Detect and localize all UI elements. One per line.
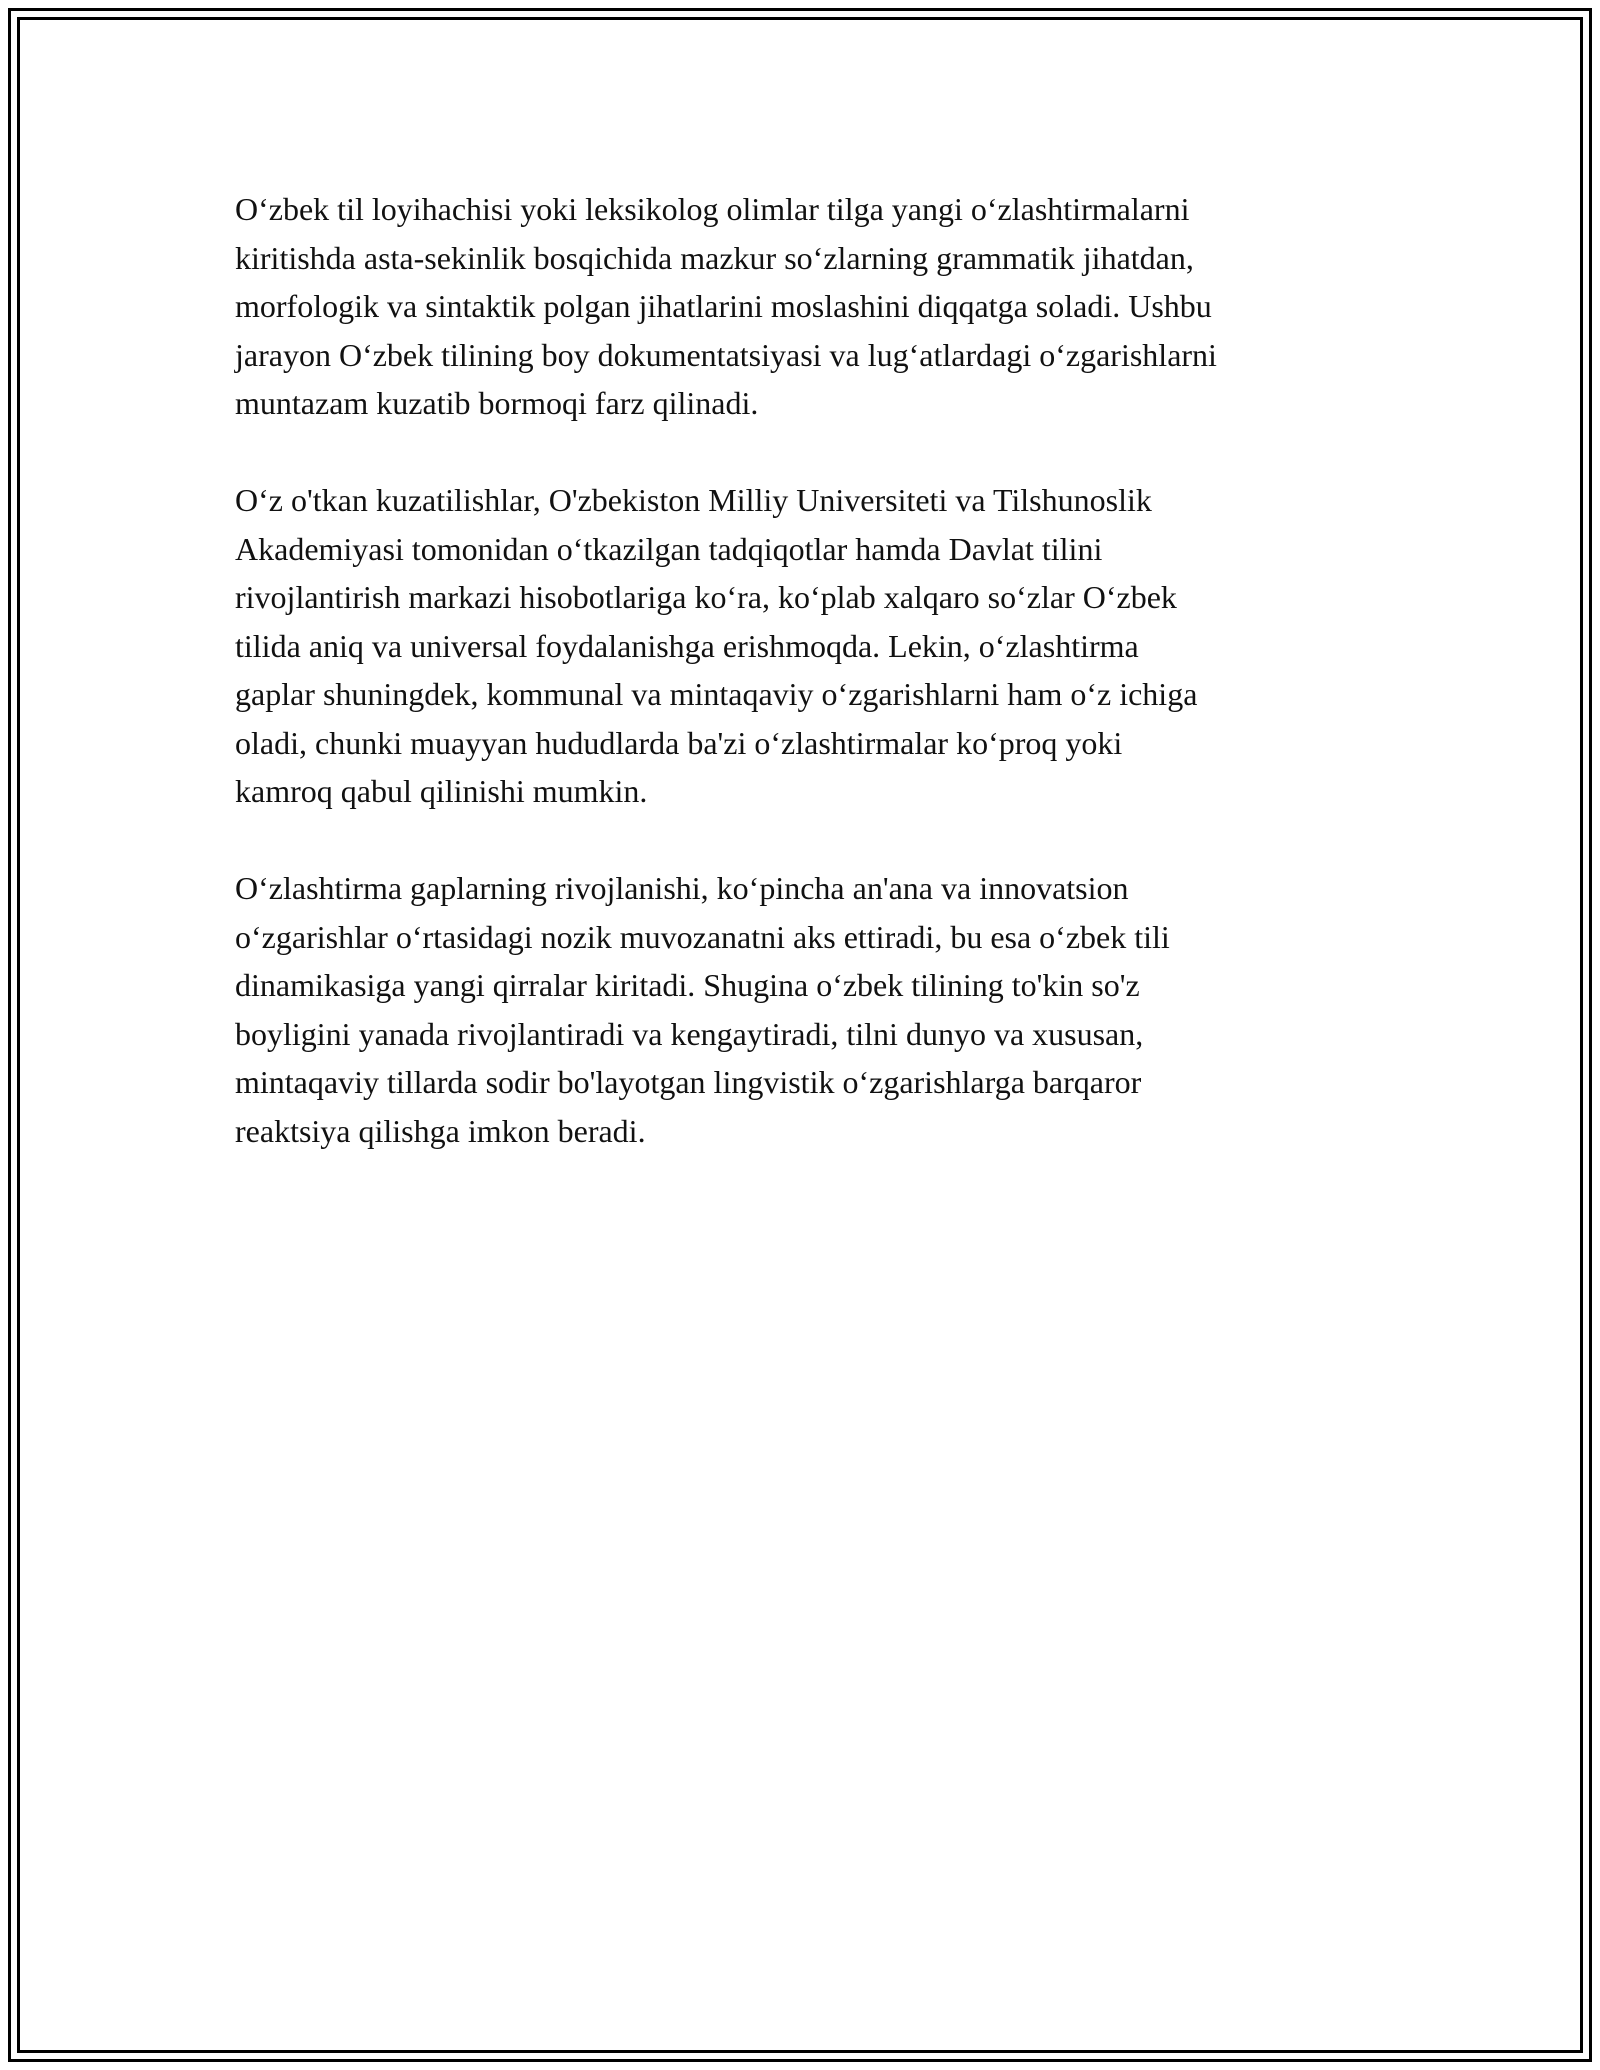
- document-body: [235, 185, 1375, 1204]
- text-line: Akademiyasi tomonidan o‘tkazilgan tadqiqotlar hamda Davlat tilini: [235, 530, 1103, 567]
- text-line: muntazam kuzatib bormoqi farz qilinadi.: [235, 385, 759, 421]
- text-line: boyligini yanada rivojlantiradi va kengaytiradi, tilni dunyo va xususan,: [235, 1015, 1144, 1052]
- paragraph-1: [235, 185, 1375, 428]
- text-line: reaktsiya qilishga imkon beradi.: [235, 1112, 646, 1149]
- text-line: mintaqaviy tillarda sodir bo'layotgan lingvistik o‘zgarishlarga barqaror: [235, 1064, 1142, 1100]
- text-line: rivojlantirish markazi hisobotlariga ko‘ra, ko‘plab xalqaro so‘zlar O‘zbek: [235, 579, 1177, 615]
- text-line: jarayon O‘zbek tilining boy dokumentatsiyasi va lug‘atlardagi o‘zgarishlarni: [235, 336, 1217, 373]
- text-line: kamroq qabul qilinishi mumkin.: [235, 773, 648, 809]
- text-line: gaplar shuningdek, kommunal va mintaqaviy o‘zgarishlarni ham o‘z ichiga: [235, 676, 1198, 712]
- text-line: morfologik va sintaktik polgan jihatlarini moslashini diqqatga soladi. Ushbu: [235, 288, 1212, 324]
- text-line: o‘zgarishlar o‘rtasidagi nozik muvozanatni aks ettiradi, bu esa o‘zbek tili: [235, 918, 1170, 955]
- text-line: O‘zlashtirma gaplarning rivojlanishi, ko‘pincha an'ana va innovatsion: [235, 870, 1129, 906]
- text-line: O‘zbek til loyihachisi yoki leksikolog olimlar tilga yangi o‘zlashtirmalarni: [235, 191, 1190, 227]
- text-line: dinamikasiga yangi qirralar kiritadi. Shugina o‘zbek tilining to'kin so'z: [235, 967, 1140, 1003]
- text-line: tilida aniq va universal foydalanishga erishmoqda. Lekin, o‘zlashtirma: [235, 627, 1139, 664]
- paragraph-2: [235, 476, 1375, 816]
- text-line: O‘z o'tkan kuzatilishlar, O'zbekiston Milliy Universiteti va Tilshunoslik: [235, 482, 1152, 518]
- text-line: kiritishda asta-sekinlik bosqichida mazkur so‘zlarning grammatik jihatdan,: [235, 239, 1194, 276]
- paragraph-3: [235, 864, 1375, 1155]
- text-line: oladi, chunki muayyan hududlarda ba'zi o‘zlashtirmalar ko‘proq yoki: [235, 724, 1123, 761]
